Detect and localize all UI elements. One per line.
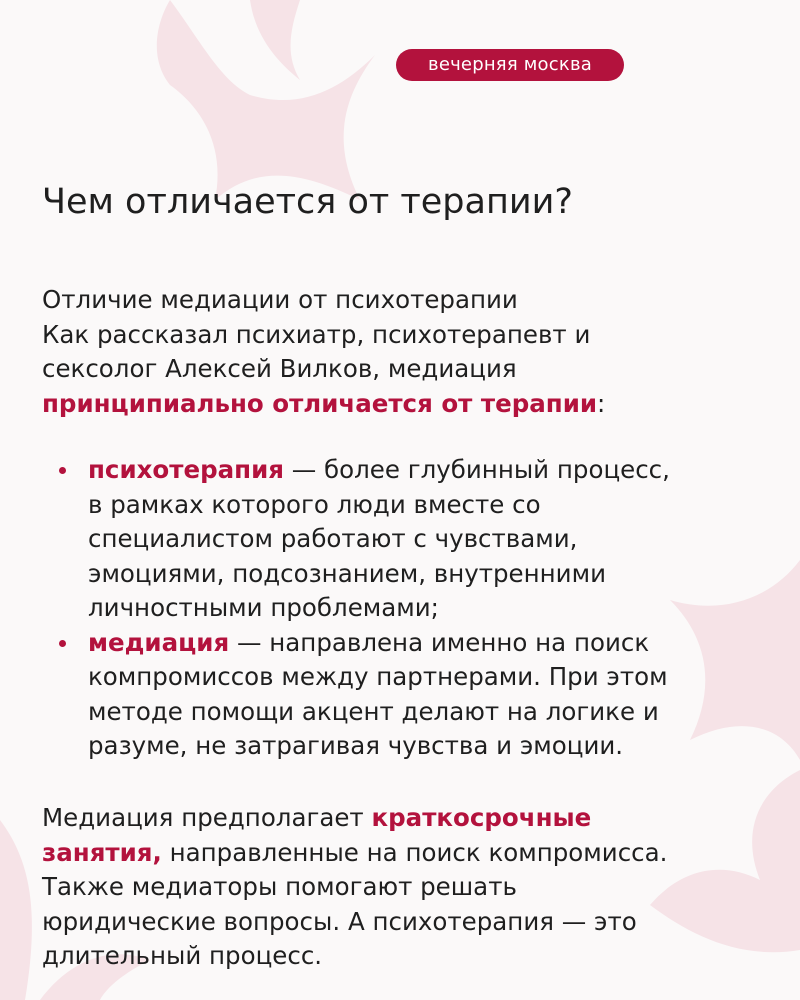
- intro-tail: :: [597, 388, 606, 418]
- highlight-text: принципиально отличается от терапии: [42, 388, 598, 418]
- intro-line: Как рассказал психиатр, психотерапевт и: [42, 319, 591, 349]
- outro-line: длительный процесс.: [42, 941, 323, 970]
- intro-line: сексолог Алексей Вилков, медиация: [42, 354, 517, 383]
- list-item-text: — направлена именно на поиск: [229, 627, 650, 657]
- comparison-list: [0, 453, 768, 764]
- list-item-line: разуме, не затрагивая чувства и эмоции.: [88, 731, 624, 760]
- list-item-line: личностными проблемами;: [88, 593, 439, 622]
- list-item-mediation: [0, 626, 768, 764]
- bullet-icon: [59, 467, 66, 474]
- list-item-term: медиация: [88, 627, 230, 657]
- list-item-term: психотерапия: [88, 455, 284, 484]
- list-item-line: эмоциями, подсознанием, внутренними: [88, 558, 606, 588]
- list-item-line: [88, 626, 768, 661]
- list-item-line: [88, 453, 768, 488]
- outro-line: Также медиаторы помогают решать: [42, 872, 517, 901]
- outro-line: юридические вопросы. А психотерапия — это: [42, 906, 637, 936]
- page-title: Чем отличается от терапии?: [42, 182, 573, 222]
- list-item-line: методе помощи акцент делают на логике и: [88, 696, 659, 726]
- list-item-line: специалистом работают с чувствами,: [88, 524, 578, 553]
- list-item-line: в рамках которого люди вместе со: [88, 489, 541, 519]
- outro-text: Медиация предполагает: [42, 803, 372, 832]
- outro-line: [42, 836, 782, 871]
- brand-badge: вечерняя москва: [396, 49, 624, 81]
- outro-paragraph: [42, 801, 782, 974]
- list-item-line: компромиссов между партнерами. При этом: [88, 662, 668, 691]
- intro-line: [42, 387, 762, 422]
- highlight-text: занятия,: [42, 837, 162, 867]
- outro-text: направленные на поиск компромисса.: [161, 837, 668, 867]
- bullet-icon: [59, 640, 66, 647]
- list-item-text: — более глубинный процесс,: [283, 455, 670, 484]
- intro-paragraph: [42, 283, 762, 421]
- flower-ornament-top: [157, 0, 375, 200]
- intro-line: Отличие медиации от психотерапии: [42, 285, 518, 314]
- highlight-text: краткосрочные: [371, 803, 592, 832]
- outro-line: [42, 801, 782, 836]
- list-item-psychotherapy: [0, 453, 768, 626]
